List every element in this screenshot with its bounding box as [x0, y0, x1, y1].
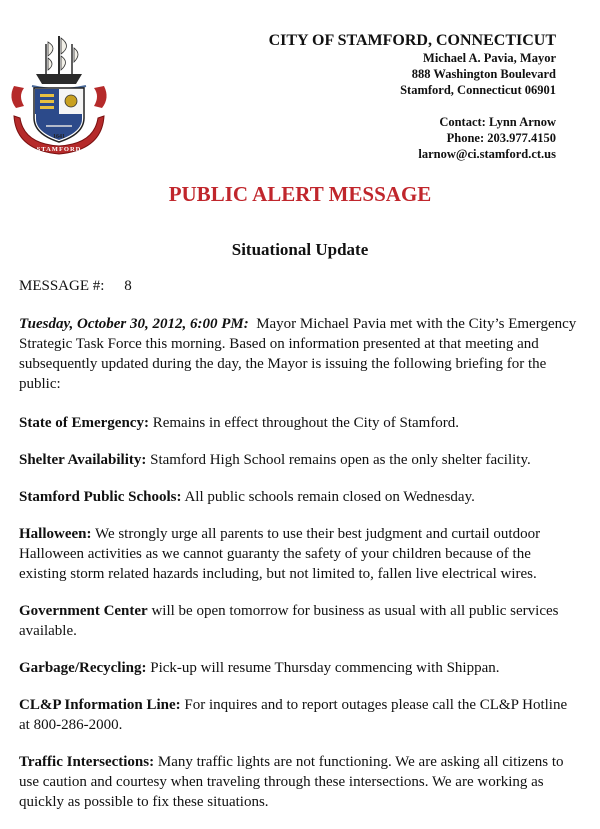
paragraph-text: Many traffic lights are not functioning. We are asking all citizens to use caution and courtesy when traveling through these intersections. We are working as quickly as possible to fix these situations.: [19, 754, 564, 810]
paragraph-lead: Garbage/Recycling:: [19, 660, 147, 676]
paragraph-text: All public schools remain closed on Wednesday.: [184, 489, 475, 505]
paragraph-lead: Shelter Availability:: [19, 452, 147, 468]
paragraph-text: Stamford High School remains open as the only shelter facility.: [150, 452, 531, 468]
paragraph-lead: State of Emergency:: [19, 415, 149, 431]
letterhead: [269, 31, 556, 98]
seal-name: STAMFORD: [36, 146, 82, 153]
paragraph-traffic: [19, 752, 581, 812]
paragraph-intro: [19, 314, 581, 394]
paragraph-government-center: [19, 601, 581, 641]
contact-name: Contact: Lynn Arnow: [439, 115, 556, 129]
paragraph-lead: Traffic Intersections:: [19, 754, 155, 770]
contact-phone: Phone: 203.977.4150: [446, 131, 556, 145]
ship-crest-icon: [32, 36, 86, 89]
page-title: PUBLIC ALERT MESSAGE: [168, 182, 432, 206]
paragraph-text: We strongly urge all parents to use their best judgment and curtail outdoor Halloween activities as we cannot guaranty the safety of your children because of the existing storm related hazards including, but not limited to, fallen live electrical wires.: [19, 526, 541, 582]
paragraph-clp-line: [19, 695, 581, 735]
paragraph-lead: Stamford Public Schools:: [19, 489, 182, 505]
message-body: [19, 314, 581, 829]
paragraph-lead: Government Center: [19, 603, 148, 619]
paragraph-lead: Halloween:: [19, 526, 92, 542]
paragraph-halloween: [19, 524, 581, 584]
mayor-name: Michael A. Pavia, Mayor: [423, 51, 556, 65]
paragraph-text: Pick-up will resume Thursday commencing with Shippan.: [150, 660, 500, 676]
paragraph-lead: Tuesday, October 30, 2012, 6:00 PM:: [19, 316, 249, 332]
paragraph-schools: [19, 487, 581, 507]
city-name: CITY OF STAMFORD, CONNECTICUT: [268, 32, 556, 49]
paragraph-text: Mayor Michael Pavia met with the City’s Emergency Strategic Task Force this morning. Based on information presented at that meeting and subsequently updated during the day, the Mayor is issuing the following briefing for the public:: [19, 316, 577, 392]
paragraph-shelter: [19, 450, 581, 470]
paragraph-text: For inquires and to report outages please call the CL&P Hotline at 800-286-2000.: [19, 697, 568, 733]
city-seal-logo: [6, 26, 112, 158]
paragraph-garbage: [19, 658, 581, 678]
address-line-1: 888 Washington Boulevard: [411, 67, 556, 81]
message-number: [19, 278, 132, 295]
message-number-value: 8: [124, 278, 132, 294]
message-number-label: MESSAGE #:: [19, 278, 105, 294]
contact-email: larnow@ci.stamford.ct.us: [418, 147, 556, 161]
paragraph-lead: CL&P Information Line:: [19, 697, 181, 713]
contact-block: [418, 114, 556, 162]
paragraph-state-of-emergency: [19, 413, 581, 433]
address-line-2: Stamford, Connecticut 06901: [400, 83, 556, 97]
paragraph-text: will be open tomorrow for business as usual with all public services available.: [19, 603, 559, 639]
page-subtitle: Situational Update: [231, 240, 369, 259]
seal-year: 1641: [53, 134, 65, 140]
paragraph-text: Remains in effect throughout the City of Stamford.: [152, 415, 460, 431]
